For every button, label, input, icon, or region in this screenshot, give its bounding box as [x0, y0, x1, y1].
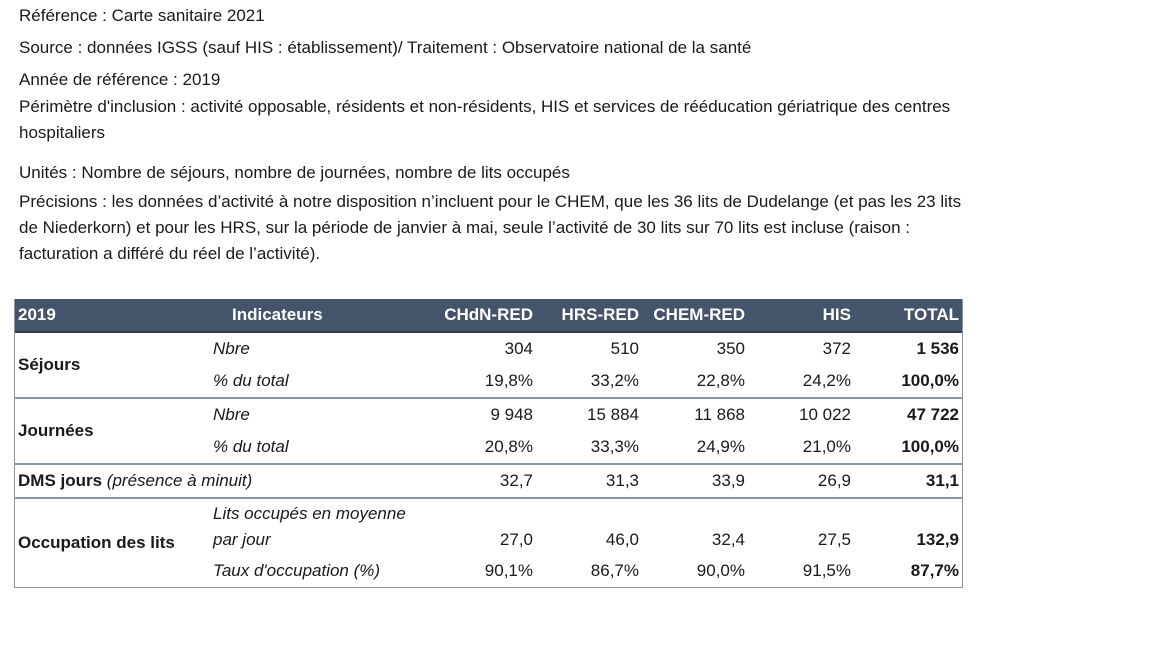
cell-value: 22,8% — [696, 371, 745, 390]
cell-value: 9 948 — [435, 398, 536, 431]
cell-value: 26,9 — [748, 464, 854, 498]
cell-value: 21,0% — [802, 437, 851, 456]
indicator-lits — [210, 498, 435, 555]
cell-total: 31,1 — [854, 464, 962, 498]
table-row — [15, 498, 962, 555]
indicator-taux: Taux d'occupation (%) — [213, 561, 381, 580]
indicator-nbre: Nbre — [210, 398, 435, 431]
indicator-lits-line1: Lits occupés en moyenne — [213, 504, 406, 523]
row-label-dms — [15, 464, 435, 498]
cell-value: 32,4 — [642, 498, 748, 555]
cell-value: 372 — [822, 339, 851, 358]
perimeter-line: Périmètre d'inclusion : activité opposable, résidents et non-résidents, HIS et services de rééducation gériatrique des centres hospitaliers — [19, 97, 951, 142]
header-chdn: CHdN-RED — [435, 299, 536, 332]
cell-value: 90,1% — [484, 561, 533, 580]
table-row — [15, 332, 962, 365]
indicator-pct: % du total — [213, 437, 289, 456]
data-table — [15, 299, 962, 587]
header-hrs: HRS-RED — [536, 299, 642, 332]
units-line: Unités : Nombre de séjours, nombre de journées, nombre de lits occupés — [19, 163, 570, 182]
cell-value: 11 868 — [642, 398, 748, 431]
table-row — [15, 398, 962, 431]
cell-value: 304 — [504, 339, 533, 358]
row-label-journees: Journées — [15, 398, 210, 464]
row-label-sejours: Séjours — [18, 355, 81, 374]
header-indicators: Indicateurs — [210, 299, 435, 332]
source-line: Source : données IGSS (sauf HIS : établissement)/ Traitement : Observatoire national de la santé — [19, 38, 752, 57]
table-row — [15, 464, 962, 498]
header-chem: CHEM-RED — [642, 299, 748, 332]
dms-label-suffix: (présence à minuit) — [106, 471, 253, 490]
indicator-pct: % du total — [213, 371, 289, 390]
cell-value: 90,0% — [696, 561, 745, 580]
cell-value: 10 022 — [748, 398, 854, 431]
cell-value: 24,2% — [802, 371, 851, 390]
cell-value: 32,7 — [435, 464, 536, 498]
cell-value: 24,9% — [696, 437, 745, 456]
data-table-wrapper — [14, 299, 963, 588]
indicator-lits-line2: par jour — [213, 530, 271, 549]
cell-value: 350 — [716, 339, 745, 358]
dms-label: DMS jours — [18, 471, 103, 490]
header-his: HIS — [748, 299, 854, 332]
cell-value: 91,5% — [802, 561, 851, 580]
table-header-row — [15, 299, 962, 332]
cell-value: 86,7% — [590, 561, 639, 580]
header-total: TOTAL — [854, 299, 962, 332]
row-label-occupation: Occupation des lits — [15, 498, 210, 587]
cell-total: 100,0% — [901, 437, 959, 456]
cell-value: 20,8% — [484, 437, 533, 456]
precisions-line: Précisions : les données d’activité à notre disposition n’incluent pour le CHEM, que les 36 lits de Dudelange (et pas les 23 lits de Niederkorn) et pour les HRS, sur la période de janvier à mai, seule l’activité de 30 lits sur 70 lits est incluse (raison : facturation a différé du réel de l’activité). — [19, 192, 962, 263]
reference-line: Référence : Carte sanitaire 2021 — [19, 6, 265, 25]
cell-value: 27,0 — [435, 498, 536, 555]
indicator-nbre: Nbre — [213, 339, 250, 358]
cell-total: 47 722 — [854, 398, 962, 431]
cell-value: 19,8% — [484, 371, 533, 390]
cell-total: 1 536 — [916, 339, 959, 358]
cell-value: 33,2% — [590, 371, 639, 390]
cell-total: 87,7% — [910, 561, 959, 580]
cell-value: 33,3% — [590, 437, 639, 456]
cell-total: 100,0% — [901, 371, 959, 390]
cell-value: 27,5 — [748, 498, 854, 555]
cell-value: 510 — [610, 339, 639, 358]
cell-value: 33,9 — [642, 464, 748, 498]
cell-value: 15 884 — [536, 398, 642, 431]
year-line: Année de référence : 2019 — [19, 70, 221, 89]
cell-value: 46,0 — [536, 498, 642, 555]
cell-total: 132,9 — [854, 498, 962, 555]
header-year: 2019 — [15, 299, 210, 332]
cell-value: 31,3 — [536, 464, 642, 498]
